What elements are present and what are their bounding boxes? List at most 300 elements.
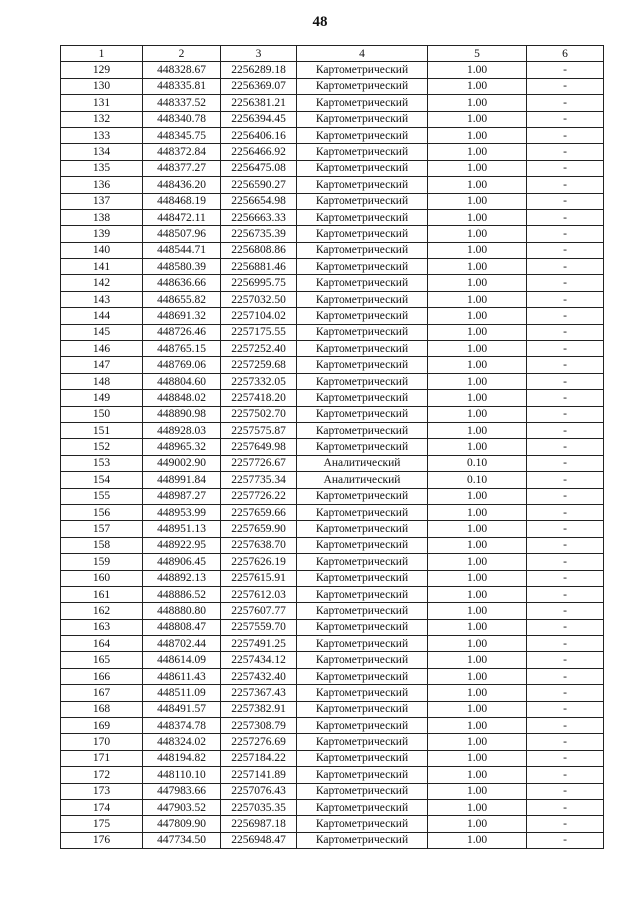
accuracy-cell: 1.00 xyxy=(428,111,527,127)
table-row xyxy=(61,636,604,652)
table-row xyxy=(61,586,604,602)
page-number: 48 xyxy=(312,14,328,30)
note-cell: - xyxy=(527,685,604,701)
y-coordinate-cell: 2257626.19 xyxy=(221,554,297,570)
x-coordinate-cell: 449002.90 xyxy=(143,455,221,471)
accuracy-cell: 1.00 xyxy=(428,406,527,422)
x-coordinate-cell: 448614.09 xyxy=(143,652,221,668)
note-cell: - xyxy=(527,144,604,160)
method-cell: Картометрический xyxy=(297,291,428,307)
note-cell: - xyxy=(527,291,604,307)
x-coordinate-cell: 448890.98 xyxy=(143,406,221,422)
method-cell: Картометрический xyxy=(297,799,428,815)
method-cell: Картометрический xyxy=(297,193,428,209)
table-row xyxy=(61,750,604,766)
y-coordinate-cell: 2257726.67 xyxy=(221,455,297,471)
table-row xyxy=(61,62,604,78)
note-cell: - xyxy=(527,390,604,406)
x-coordinate-cell: 448655.82 xyxy=(143,291,221,307)
method-cell: Картометрический xyxy=(297,111,428,127)
point-number-cell: 174 xyxy=(61,799,143,815)
method-cell: Картометрический xyxy=(297,504,428,520)
table-row xyxy=(61,472,604,488)
table-row xyxy=(61,652,604,668)
accuracy-cell: 1.00 xyxy=(428,177,527,193)
note-cell: - xyxy=(527,832,604,848)
method-cell: Картометрический xyxy=(297,701,428,717)
accuracy-cell: 1.00 xyxy=(428,521,527,537)
column-header-2: 2 xyxy=(143,46,221,62)
method-cell: Картометрический xyxy=(297,832,428,848)
point-number-cell: 146 xyxy=(61,341,143,357)
accuracy-cell: 1.00 xyxy=(428,193,527,209)
table-row xyxy=(61,111,604,127)
table-row xyxy=(61,291,604,307)
x-coordinate-cell: 448328.67 xyxy=(143,62,221,78)
coordinates-table xyxy=(60,45,604,849)
note-cell: - xyxy=(527,95,604,111)
y-coordinate-cell: 2256466.92 xyxy=(221,144,297,160)
method-cell: Картометрический xyxy=(297,521,428,537)
point-number-cell: 173 xyxy=(61,783,143,799)
note-cell: - xyxy=(527,78,604,94)
point-number-cell: 157 xyxy=(61,521,143,537)
accuracy-cell: 1.00 xyxy=(428,291,527,307)
note-cell: - xyxy=(527,242,604,258)
method-cell: Аналитический xyxy=(297,472,428,488)
method-cell: Картометрический xyxy=(297,308,428,324)
x-coordinate-cell: 448377.27 xyxy=(143,160,221,176)
method-cell: Картометрический xyxy=(297,275,428,291)
accuracy-cell: 1.00 xyxy=(428,537,527,553)
table-row xyxy=(61,144,604,160)
point-number-cell: 168 xyxy=(61,701,143,717)
note-cell: - xyxy=(527,783,604,799)
table-row xyxy=(61,504,604,520)
point-number-cell: 153 xyxy=(61,455,143,471)
point-number-cell: 141 xyxy=(61,259,143,275)
y-coordinate-cell: 2257726.22 xyxy=(221,488,297,504)
table-row xyxy=(61,226,604,242)
point-number-cell: 151 xyxy=(61,422,143,438)
x-coordinate-cell: 448906.45 xyxy=(143,554,221,570)
point-number-cell: 132 xyxy=(61,111,143,127)
note-cell: - xyxy=(527,701,604,717)
note-cell: - xyxy=(527,586,604,602)
y-coordinate-cell: 2257175.55 xyxy=(221,324,297,340)
method-cell: Картометрический xyxy=(297,259,428,275)
column-header-1: 1 xyxy=(61,46,143,62)
y-coordinate-cell: 2256289.18 xyxy=(221,62,297,78)
y-coordinate-cell: 2257575.87 xyxy=(221,422,297,438)
point-number-cell: 137 xyxy=(61,193,143,209)
point-number-cell: 148 xyxy=(61,373,143,389)
note-cell: - xyxy=(527,341,604,357)
point-number-cell: 170 xyxy=(61,734,143,750)
method-cell: Картометрический xyxy=(297,783,428,799)
table-row xyxy=(61,308,604,324)
method-cell: Картометрический xyxy=(297,685,428,701)
x-coordinate-cell: 448636.66 xyxy=(143,275,221,291)
point-number-cell: 176 xyxy=(61,832,143,848)
x-coordinate-cell: 448472.11 xyxy=(143,209,221,225)
accuracy-cell: 1.00 xyxy=(428,603,527,619)
table-row xyxy=(61,95,604,111)
table-row xyxy=(61,275,604,291)
accuracy-cell: 1.00 xyxy=(428,570,527,586)
y-coordinate-cell: 2257332.05 xyxy=(221,373,297,389)
note-cell: - xyxy=(527,652,604,668)
method-cell: Картометрический xyxy=(297,537,428,553)
x-coordinate-cell: 448987.27 xyxy=(143,488,221,504)
y-coordinate-cell: 2257432.40 xyxy=(221,668,297,684)
method-cell: Картометрический xyxy=(297,718,428,734)
x-coordinate-cell: 448580.39 xyxy=(143,259,221,275)
table-row xyxy=(61,422,604,438)
y-coordinate-cell: 2257141.89 xyxy=(221,767,297,783)
note-cell: - xyxy=(527,718,604,734)
y-coordinate-cell: 2257032.50 xyxy=(221,291,297,307)
point-number-cell: 145 xyxy=(61,324,143,340)
note-cell: - xyxy=(527,734,604,750)
point-number-cell: 136 xyxy=(61,177,143,193)
x-coordinate-cell: 448374.78 xyxy=(143,718,221,734)
x-coordinate-cell: 448928.03 xyxy=(143,422,221,438)
method-cell: Картометрический xyxy=(297,652,428,668)
table-row xyxy=(61,373,604,389)
accuracy-cell: 1.00 xyxy=(428,685,527,701)
x-coordinate-cell: 448953.99 xyxy=(143,504,221,520)
y-coordinate-cell: 2256381.21 xyxy=(221,95,297,111)
table-row xyxy=(61,767,604,783)
accuracy-cell: 1.00 xyxy=(428,242,527,258)
table-row xyxy=(61,619,604,635)
note-cell: - xyxy=(527,406,604,422)
note-cell: - xyxy=(527,422,604,438)
x-coordinate-cell: 448491.57 xyxy=(143,701,221,717)
table-row xyxy=(61,554,604,570)
x-coordinate-cell: 448965.32 xyxy=(143,439,221,455)
y-coordinate-cell: 2257502.70 xyxy=(221,406,297,422)
note-cell: - xyxy=(527,488,604,504)
note-cell: - xyxy=(527,504,604,520)
note-cell: - xyxy=(527,111,604,127)
x-coordinate-cell: 448345.75 xyxy=(143,127,221,143)
method-cell: Картометрический xyxy=(297,226,428,242)
note-cell: - xyxy=(527,62,604,78)
note-cell: - xyxy=(527,455,604,471)
method-cell: Картометрический xyxy=(297,160,428,176)
accuracy-cell: 1.00 xyxy=(428,390,527,406)
table-row xyxy=(61,734,604,750)
table-row xyxy=(61,127,604,143)
accuracy-cell: 1.00 xyxy=(428,422,527,438)
table-row xyxy=(61,832,604,848)
point-number-cell: 135 xyxy=(61,160,143,176)
accuracy-cell: 1.00 xyxy=(428,652,527,668)
y-coordinate-cell: 2257308.79 xyxy=(221,718,297,734)
x-coordinate-cell: 448848.02 xyxy=(143,390,221,406)
y-coordinate-cell: 2257035.35 xyxy=(221,799,297,815)
accuracy-cell: 1.00 xyxy=(428,636,527,652)
note-cell: - xyxy=(527,521,604,537)
x-coordinate-cell: 448335.81 xyxy=(143,78,221,94)
note-cell: - xyxy=(527,160,604,176)
method-cell: Картометрический xyxy=(297,636,428,652)
note-cell: - xyxy=(527,439,604,455)
note-cell: - xyxy=(527,275,604,291)
method-cell: Картометрический xyxy=(297,767,428,783)
x-coordinate-cell: 448892.13 xyxy=(143,570,221,586)
table-row xyxy=(61,570,604,586)
point-number-cell: 169 xyxy=(61,718,143,734)
accuracy-cell: 1.00 xyxy=(428,308,527,324)
x-coordinate-cell: 448691.32 xyxy=(143,308,221,324)
x-coordinate-cell: 448611.43 xyxy=(143,668,221,684)
table-row xyxy=(61,603,604,619)
method-cell: Картометрический xyxy=(297,734,428,750)
method-cell: Картометрический xyxy=(297,144,428,160)
y-coordinate-cell: 2256735.39 xyxy=(221,226,297,242)
table-row xyxy=(61,455,604,471)
method-cell: Картометрический xyxy=(297,341,428,357)
point-number-cell: 140 xyxy=(61,242,143,258)
column-header-5: 5 xyxy=(428,46,527,62)
table-row xyxy=(61,488,604,504)
point-number-cell: 162 xyxy=(61,603,143,619)
accuracy-cell: 1.00 xyxy=(428,799,527,815)
accuracy-cell: 1.00 xyxy=(428,95,527,111)
table-row xyxy=(61,537,604,553)
accuracy-cell: 1.00 xyxy=(428,586,527,602)
x-coordinate-cell: 447903.52 xyxy=(143,799,221,815)
point-number-cell: 167 xyxy=(61,685,143,701)
accuracy-cell: 1.00 xyxy=(428,127,527,143)
y-coordinate-cell: 2257491.25 xyxy=(221,636,297,652)
x-coordinate-cell: 448951.13 xyxy=(143,521,221,537)
y-coordinate-cell: 2256995.75 xyxy=(221,275,297,291)
accuracy-cell: 1.00 xyxy=(428,832,527,848)
point-number-cell: 129 xyxy=(61,62,143,78)
table-row xyxy=(61,259,604,275)
accuracy-cell: 1.00 xyxy=(428,734,527,750)
method-cell: Картометрический xyxy=(297,324,428,340)
accuracy-cell: 1.00 xyxy=(428,357,527,373)
point-number-cell: 138 xyxy=(61,209,143,225)
y-coordinate-cell: 2256369.07 xyxy=(221,78,297,94)
method-cell: Картометрический xyxy=(297,603,428,619)
table-row xyxy=(61,324,604,340)
accuracy-cell: 1.00 xyxy=(428,226,527,242)
y-coordinate-cell: 2257615.91 xyxy=(221,570,297,586)
accuracy-cell: 1.00 xyxy=(428,701,527,717)
note-cell: - xyxy=(527,472,604,488)
point-number-cell: 133 xyxy=(61,127,143,143)
method-cell: Картометрический xyxy=(297,390,428,406)
point-number-cell: 165 xyxy=(61,652,143,668)
table-row xyxy=(61,816,604,832)
method-cell: Картометрический xyxy=(297,554,428,570)
point-number-cell: 159 xyxy=(61,554,143,570)
accuracy-cell: 1.00 xyxy=(428,341,527,357)
method-cell: Картометрический xyxy=(297,95,428,111)
y-coordinate-cell: 2257184.22 xyxy=(221,750,297,766)
method-cell: Картометрический xyxy=(297,78,428,94)
method-cell: Картометрический xyxy=(297,816,428,832)
point-number-cell: 164 xyxy=(61,636,143,652)
y-coordinate-cell: 2257638.70 xyxy=(221,537,297,553)
point-number-cell: 166 xyxy=(61,668,143,684)
x-coordinate-cell: 448337.52 xyxy=(143,95,221,111)
point-number-cell: 158 xyxy=(61,537,143,553)
table-row xyxy=(61,78,604,94)
accuracy-cell: 1.00 xyxy=(428,554,527,570)
point-number-cell: 130 xyxy=(61,78,143,94)
x-coordinate-cell: 448991.84 xyxy=(143,472,221,488)
point-number-cell: 150 xyxy=(61,406,143,422)
table-row xyxy=(61,799,604,815)
y-coordinate-cell: 2257735.34 xyxy=(221,472,297,488)
table-row xyxy=(61,341,604,357)
y-coordinate-cell: 2257104.02 xyxy=(221,308,297,324)
point-number-cell: 154 xyxy=(61,472,143,488)
table-row xyxy=(61,439,604,455)
method-cell: Картометрический xyxy=(297,406,428,422)
note-cell: - xyxy=(527,324,604,340)
x-coordinate-cell: 448880.80 xyxy=(143,603,221,619)
note-cell: - xyxy=(527,226,604,242)
accuracy-cell: 1.00 xyxy=(428,718,527,734)
x-coordinate-cell: 448769.06 xyxy=(143,357,221,373)
accuracy-cell: 1.00 xyxy=(428,275,527,291)
y-coordinate-cell: 2256881.46 xyxy=(221,259,297,275)
method-cell: Картометрический xyxy=(297,127,428,143)
method-cell: Картометрический xyxy=(297,373,428,389)
y-coordinate-cell: 2256394.45 xyxy=(221,111,297,127)
y-coordinate-cell: 2256948.47 xyxy=(221,832,297,848)
note-cell: - xyxy=(527,259,604,275)
y-coordinate-cell: 2257367.43 xyxy=(221,685,297,701)
accuracy-cell: 0.10 xyxy=(428,455,527,471)
note-cell: - xyxy=(527,209,604,225)
x-coordinate-cell: 448507.96 xyxy=(143,226,221,242)
table-row xyxy=(61,357,604,373)
point-number-cell: 155 xyxy=(61,488,143,504)
accuracy-cell: 1.00 xyxy=(428,816,527,832)
method-cell: Картометрический xyxy=(297,357,428,373)
note-cell: - xyxy=(527,603,604,619)
x-coordinate-cell: 448372.84 xyxy=(143,144,221,160)
y-coordinate-cell: 2257076.43 xyxy=(221,783,297,799)
x-coordinate-cell: 448110.10 xyxy=(143,767,221,783)
point-number-cell: 171 xyxy=(61,750,143,766)
note-cell: - xyxy=(527,619,604,635)
point-number-cell: 152 xyxy=(61,439,143,455)
x-coordinate-cell: 448340.78 xyxy=(143,111,221,127)
x-coordinate-cell: 448436.20 xyxy=(143,177,221,193)
table-row xyxy=(61,390,604,406)
note-cell: - xyxy=(527,799,604,815)
method-cell: Картометрический xyxy=(297,619,428,635)
y-coordinate-cell: 2256808.86 xyxy=(221,242,297,258)
accuracy-cell: 1.00 xyxy=(428,144,527,160)
note-cell: - xyxy=(527,750,604,766)
note-cell: - xyxy=(527,127,604,143)
accuracy-cell: 1.00 xyxy=(428,488,527,504)
table-row xyxy=(61,177,604,193)
x-coordinate-cell: 448808.47 xyxy=(143,619,221,635)
table-header-row xyxy=(61,46,604,62)
table-row xyxy=(61,685,604,701)
point-number-cell: 144 xyxy=(61,308,143,324)
x-coordinate-cell: 448702.44 xyxy=(143,636,221,652)
x-coordinate-cell: 448804.60 xyxy=(143,373,221,389)
accuracy-cell: 1.00 xyxy=(428,78,527,94)
accuracy-cell: 1.00 xyxy=(428,160,527,176)
point-number-cell: 139 xyxy=(61,226,143,242)
y-coordinate-cell: 2257659.90 xyxy=(221,521,297,537)
y-coordinate-cell: 2257649.98 xyxy=(221,439,297,455)
note-cell: - xyxy=(527,767,604,783)
method-cell: Картометрический xyxy=(297,439,428,455)
accuracy-cell: 1.00 xyxy=(428,668,527,684)
accuracy-cell: 1.00 xyxy=(428,324,527,340)
table-row xyxy=(61,209,604,225)
x-coordinate-cell: 448468.19 xyxy=(143,193,221,209)
method-cell: Картометрический xyxy=(297,750,428,766)
table-row xyxy=(61,521,604,537)
method-cell: Картометрический xyxy=(297,570,428,586)
accuracy-cell: 1.00 xyxy=(428,259,527,275)
note-cell: - xyxy=(527,373,604,389)
point-number-cell: 172 xyxy=(61,767,143,783)
method-cell: Картометрический xyxy=(297,177,428,193)
x-coordinate-cell: 448324.02 xyxy=(143,734,221,750)
note-cell: - xyxy=(527,816,604,832)
table-row xyxy=(61,242,604,258)
method-cell: Картометрический xyxy=(297,242,428,258)
x-coordinate-cell: 447734.50 xyxy=(143,832,221,848)
method-cell: Картометрический xyxy=(297,586,428,602)
y-coordinate-cell: 2257418.20 xyxy=(221,390,297,406)
y-coordinate-cell: 2256663.33 xyxy=(221,209,297,225)
table-row xyxy=(61,406,604,422)
point-number-cell: 143 xyxy=(61,291,143,307)
point-number-cell: 134 xyxy=(61,144,143,160)
y-coordinate-cell: 2257612.03 xyxy=(221,586,297,602)
method-cell: Аналитический xyxy=(297,455,428,471)
y-coordinate-cell: 2257559.70 xyxy=(221,619,297,635)
note-cell: - xyxy=(527,636,604,652)
point-number-cell: 175 xyxy=(61,816,143,832)
accuracy-cell: 0.10 xyxy=(428,472,527,488)
x-coordinate-cell: 447809.90 xyxy=(143,816,221,832)
accuracy-cell: 1.00 xyxy=(428,750,527,766)
y-coordinate-cell: 2257259.68 xyxy=(221,357,297,373)
y-coordinate-cell: 2257659.66 xyxy=(221,504,297,520)
x-coordinate-cell: 448544.71 xyxy=(143,242,221,258)
x-coordinate-cell: 448726.46 xyxy=(143,324,221,340)
point-number-cell: 142 xyxy=(61,275,143,291)
y-coordinate-cell: 2256406.16 xyxy=(221,127,297,143)
column-header-3: 3 xyxy=(221,46,297,62)
note-cell: - xyxy=(527,554,604,570)
note-cell: - xyxy=(527,537,604,553)
point-number-cell: 149 xyxy=(61,390,143,406)
y-coordinate-cell: 2257252.40 xyxy=(221,341,297,357)
note-cell: - xyxy=(527,177,604,193)
method-cell: Картометрический xyxy=(297,422,428,438)
